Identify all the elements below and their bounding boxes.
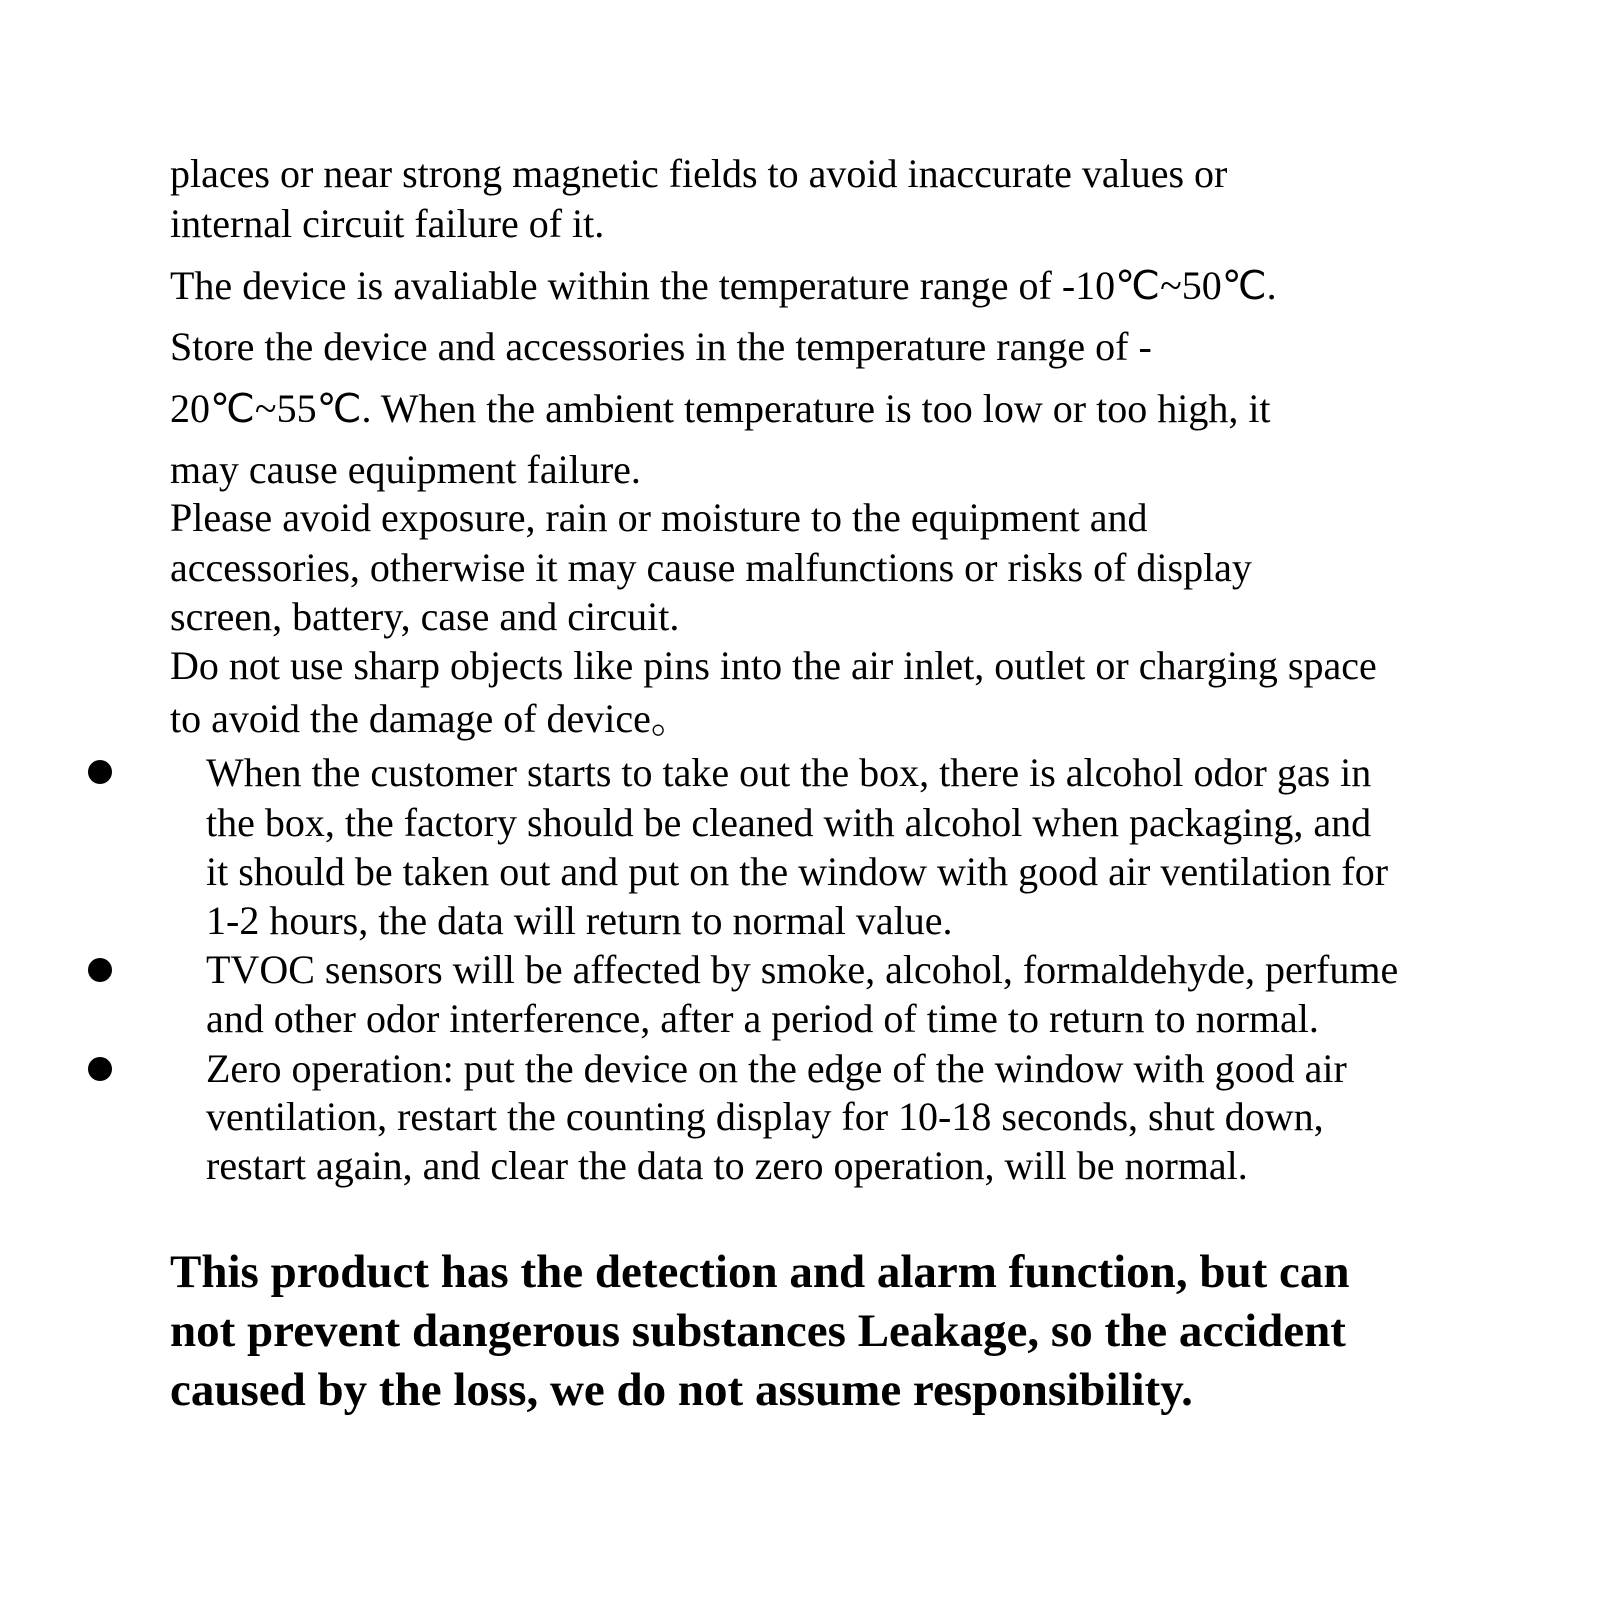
paragraph-4-line-1: Please avoid exposure, rain or moisture to the equipment and (170, 495, 1148, 540)
paragraph-5-line-1: Do not use sharp objects like pins into the air inlet, outlet or charging space (170, 643, 1377, 688)
paragraph-4-line-3: screen, battery, case and circuit. (170, 594, 680, 639)
paragraph-2-line-1: The device is avaliable within the temperature range of -10℃~50℃. (170, 263, 1277, 308)
disclaimer-line-2: not prevent dangerous substances Leakage, so the accident (170, 1305, 1346, 1357)
bullet-3-line-3: restart again, and clear the data to zero operation, will be normal. (206, 1143, 1248, 1188)
bullet-1-line-3: it should be taken out and put on the window with good air ventilation for (206, 849, 1389, 894)
paragraph-4-line-2: accessories, otherwise it may cause malfunctions or risks of display (170, 545, 1252, 590)
paragraph-1-line-1: places or near strong magnetic fields to avoid inaccurate values or (170, 151, 1228, 196)
bullet-dot-1 (88, 760, 112, 784)
bullet-1-line-2: the box, the factory should be cleaned with alcohol when packaging, and (206, 800, 1372, 845)
paragraph-3-line-1: Store the device and accessories in the temperature range of - (170, 324, 1152, 369)
bullet-dot-3 (88, 1057, 112, 1081)
paragraph-3-line-3: may cause equipment failure. (170, 447, 641, 492)
paragraph-5-line-2: to avoid the damage of device。 (170, 696, 691, 741)
disclaimer-line-1: This product has the detection and alarm function, but can (170, 1246, 1350, 1298)
bullet-2-line-2: and other odor interference, after a period of time to return to normal. (206, 996, 1319, 1041)
bullet-1-line-1: When the customer starts to take out the box, there is alcohol odor gas in (206, 750, 1372, 795)
bullet-3-line-1: Zero operation: put the device on the edge of the window with good air (206, 1046, 1347, 1091)
bullet-dot-2 (88, 958, 112, 982)
disclaimer-line-3: caused by the loss, we do not assume responsibility. (170, 1364, 1193, 1416)
bullet-2-line-1: TVOC sensors will be affected by smoke, alcohol, formaldehyde, perfume (206, 947, 1399, 992)
paragraph-3-line-2: 20℃~55℃. When the ambient temperature is too low or too high, it (170, 386, 1271, 431)
bullet-3-line-2: ventilation, restart the counting display for 10-18 seconds, shut down, (206, 1094, 1324, 1139)
paragraph-1-line-2: internal circuit failure of it. (170, 201, 605, 246)
bullet-1-line-4: 1-2 hours, the data will return to normal value. (206, 898, 953, 943)
